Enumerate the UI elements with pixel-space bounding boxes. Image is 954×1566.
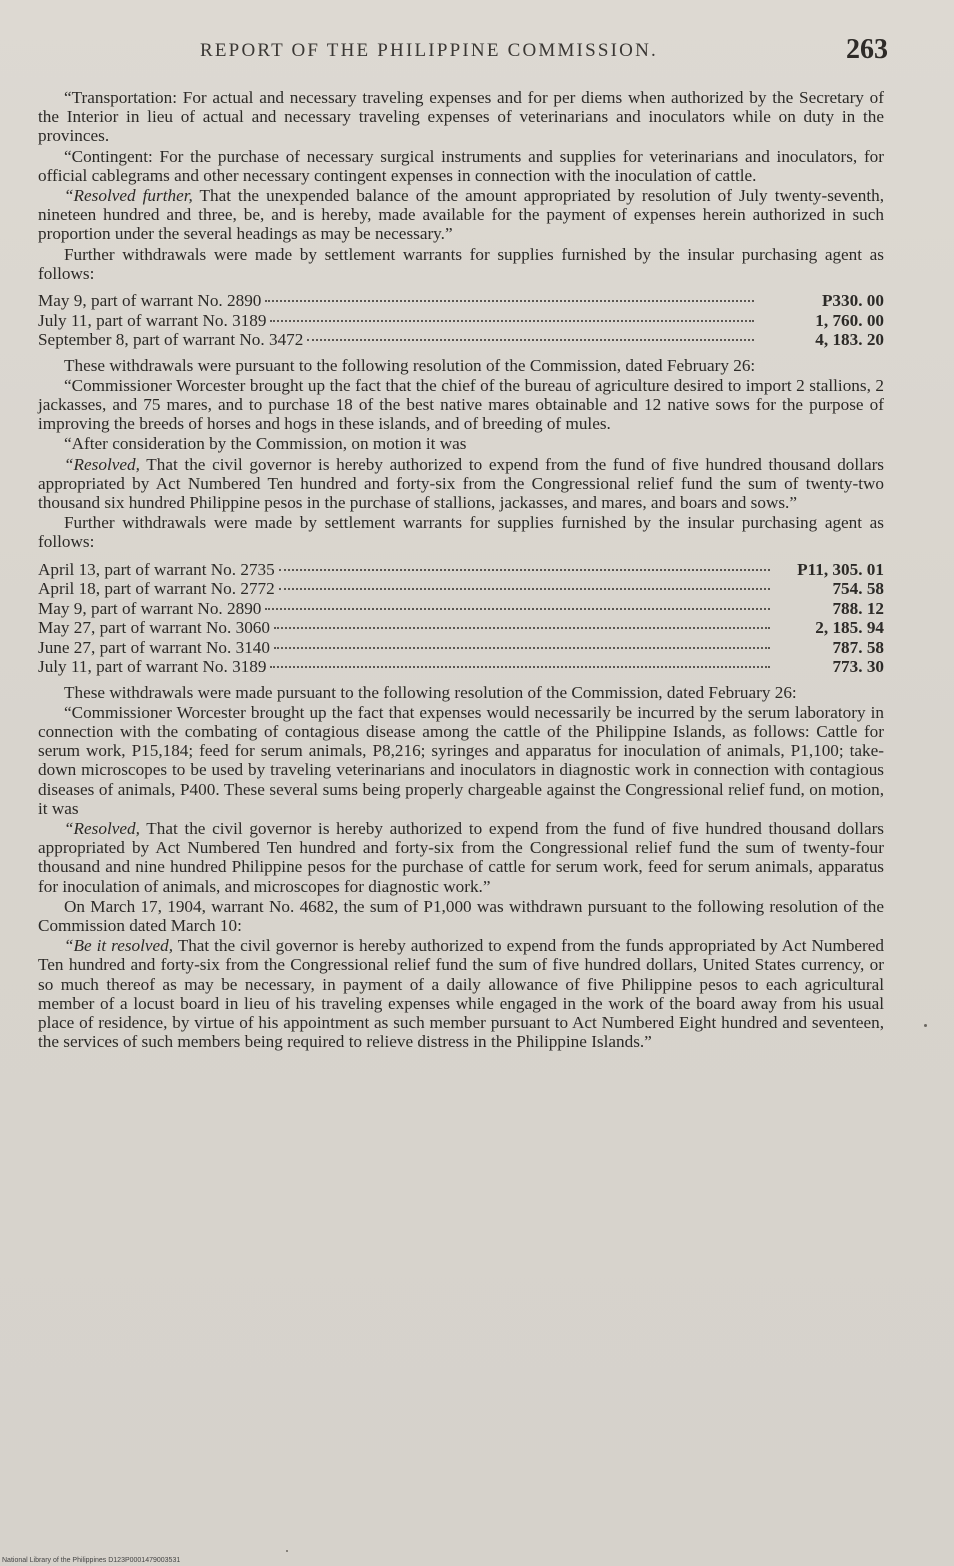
leader-dots [279,569,770,571]
ledger-row [38,618,884,638]
leader-dots [274,647,770,649]
ledger-amount: 787. 58 [832,637,884,657]
paragraph-after-consideration: “After consideration by the Commission, on motion it was [64,434,467,454]
ledger-description: July 11, part of warrant No. 3189 [38,657,267,677]
ledger-row [38,291,884,311]
page-body [38,88,884,1051]
paragraph-further-withdrawals-2: Further withdrawals were made by settlement warrants for supplies furnished by the insular purchasing agent as follows: [38,513,884,552]
paragraph-warrant-4682: On March 17, 1904, warrant No. 4682, the sum of P1,000 was withdrawn pursuant to the following resolution of the Commission dated March 10: [38,896,884,935]
ledger-description: May 27, part of warrant No. 3060 [38,618,270,638]
resolved-further-text: That the unexpended balance of the amount appropriated by resolution of July twenty-seventh, nineteen hundred and three, be, and is hereby, made available for the payment of expenses herein authorized in such proportion under the several headings as may be necessary.” [38,186,884,244]
ledger-description: April 18, part of warrant No. 2772 [38,579,275,599]
scan-speck [924,1024,927,1027]
paragraph-transportation: “Transportation: For actual and necessary traveling expenses and for per diems when authorized by the Secretary of the Interior in lieu of actual and necessary traveling expenses of veterinarians and inoculators while on duty in the provinces. [38,88,884,146]
ledger-description: May 9, part of warrant No. 2890 [38,598,262,618]
resolved-lead: “Resolved, [64,454,140,474]
paragraph-resolved-further [38,186,884,244]
leader-dots [279,588,770,590]
resolved-further-lead: “Resolved further, [64,186,193,206]
page-number: 263 [846,34,888,65]
scan-credit: National Library of the Philippines D123P0001479003531 [2,1557,181,1564]
ledger-row [38,579,884,599]
paragraph-withdrawals-pursuant-1: These withdrawals were pursuant to the following resolution of the Commission, dated February 26: [64,355,756,375]
ledger-row [38,330,884,350]
ledger-description: September 8, part of warrant No. 3472 [38,330,304,350]
ledger-amount: 2, 185. 94 [815,618,884,638]
ledger-description: April 13, part of warrant No. 2735 [38,559,275,579]
be-it-resolved-text: That the civil governor is hereby authorized to expend from the funds appropriated by Act Numbered Ten hundred and forty-six from the Congressional relief fund the sum of five hundred dollars, United States currency, or so much thereof as may be necessary, in payment of a daily allowance of five Philippine pesos to each agricultural member of a locust board in lieu of his traveling expenses while engaged in the work of the board away from his usual place of residence, by virtue of his appointment as such member pursuant to Act Numbered Eight hundred and seventeen, the services of such members being required to relieve distress in the Philippine Islands.” [38,936,884,1052]
ledger-description: June 27, part of warrant No. 3140 [38,637,270,657]
ledger-amount: P330. 00 [821,291,884,311]
ledger-amount: 788. 12 [832,598,884,618]
ledger-row [38,599,884,619]
ledger-description: July 11, part of warrant No. 3189 [38,310,267,330]
ledger-amount: 773. 30 [832,657,884,677]
ledger-amount: 754. 58 [832,579,884,599]
resolved-lead: “Resolved, [64,818,140,838]
ledger-row [38,311,884,331]
ledger-amount: 4, 183. 20 [815,330,884,350]
page-header [40,34,888,70]
leader-dots [270,666,770,668]
ledger-amount: P11, 305. 01 [797,559,884,579]
ledger-amount: 1, 760. 00 [815,310,884,330]
scan-speck [286,1550,288,1552]
ledger-row [38,657,884,677]
leader-dots [274,627,770,629]
paragraph-worcester-stallions: “Commissioner Worcester brought up the fact that the chief of the bureau of agriculture desired to import 2 stallions, 2 jackasses, and 75 mares, and to purchase 18 of the best native mares obtainable and 12 native sows for the purpose of improving the breeds of horses and hogs in these islands, and of breeding of mules. [38,375,884,434]
leader-dots [270,320,754,322]
paragraph-resolved-stallions [38,455,884,513]
resolved-text: That the civil governor is hereby authorized to expend from the fund of five hundred thousand dollars appropriated by Act Numbered Ten hundred and forty-six from the Congressional relief fund the sum of twenty-two thousand six hundred Philippine pesos in the purchase of stallions, jackasses, and mares, and boars and sows.” [38,454,884,512]
paragraph-be-it-resolved [38,936,884,1051]
paragraph-withdrawals-pursuant-2: These withdrawals were made pursuant to the following resolution of the Commission, dated February 26: [64,682,797,702]
paragraph-resolved-serum [38,819,884,896]
paragraph-further-withdrawals-1: Further withdrawals were made by settlement warrants for supplies furnished by the insular purchasing agent as follows: [38,244,884,283]
warrant-ledger-1 [38,291,884,350]
paragraph-contingent: “Contingent: For the purchase of necessary surgical instruments and supplies for veterinarians and inoculators, for official cablegrams and other necessary contingent expenses in connection with the inoculation of cattle. [38,146,884,185]
ledger-row [38,560,884,580]
ledger-row [38,638,884,658]
ledger-description: May 9, part of warrant No. 2890 [38,291,262,311]
leader-dots [307,339,754,341]
resolved-text: That the civil governor is hereby authorized to expend from the fund of five hundred thousand dollars appropriated by Act Numbered Ten hundred and forty-six from the Congressional relief fund the sum of twenty-four thousand and nine hundred Philippine pesos for the purchase of cattle for serum work, feed for serum animals, apparatus for inoculation of animals, and microscopes for diagnostic work.” [38,818,884,896]
leader-dots [265,608,770,610]
warrant-ledger-2 [38,560,884,677]
be-it-resolved-lead: “Be it resolved, [64,936,174,956]
running-head: REPORT OF THE PHILIPPINE COMMISSION. [200,40,658,61]
leader-dots [265,300,754,302]
paragraph-worcester-serum: “Commissioner Worcester brought up the fact that expenses would necessarily be incurred by the serum laboratory in connection with the combating of contagious disease among the cattle of the Philippine Islands, as follows: Cattle for serum work, P15,184; feed for serum animals, P8,216; syringes and apparatus for inoculation of animals, P1,100; take-down microscopes to be used by traveling veterinarians and inoculators in diagnostic work in connection with contagious diseases of animals, P400. These several sums being properly chargeable against the Congressional relief fund, on motion, it was [38,702,884,818]
